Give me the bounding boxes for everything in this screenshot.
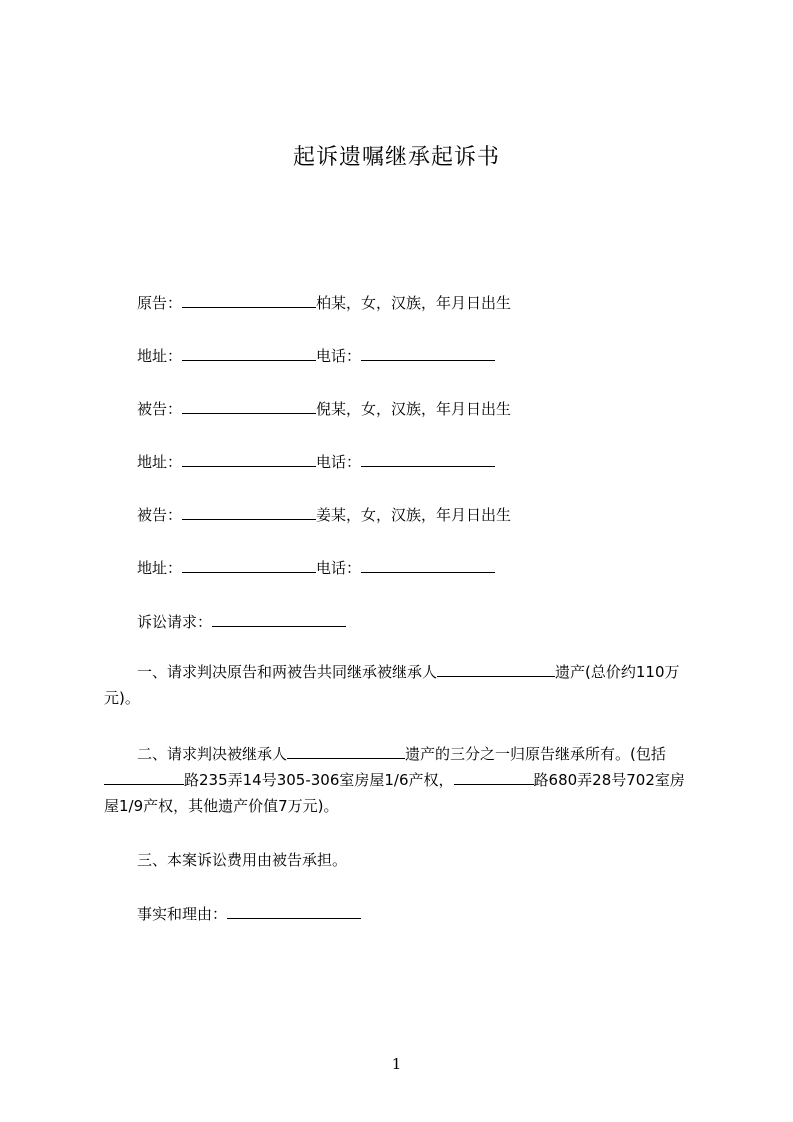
claim-2-blank-3 <box>454 769 534 785</box>
claim-2-text-c: 路235弄14号305-306室房屋1/6产权， <box>184 771 454 789</box>
phone-label: 电话： <box>316 347 362 365</box>
address-label: 地址： <box>137 347 183 365</box>
phone-label: 电话： <box>316 453 362 471</box>
address-label: 地址： <box>137 453 183 471</box>
address-blank <box>182 345 316 361</box>
claim-1 <box>104 659 699 711</box>
phone-blank <box>361 557 495 573</box>
address-blank <box>182 557 316 573</box>
defendant1-line <box>137 398 511 419</box>
page-number: 1 <box>391 1055 402 1073</box>
claim-2-text-b: 遗产的三分之一归原告继承所有。(包括 <box>405 745 666 763</box>
address-blank <box>182 451 316 467</box>
claim-1-text-b: 遗产(总价约110万元)。 <box>104 663 680 707</box>
defendant-info: 姜某，女，汉族，年月日出生 <box>316 506 512 524</box>
defendant2-address-line <box>137 557 495 578</box>
phone-blank <box>361 451 495 467</box>
claim-1-text-a: 一、请求判决原告和两被告共同继承被继承人 <box>137 663 438 681</box>
plaintiff-address-line <box>137 345 495 366</box>
defendant-name-blank <box>182 504 316 520</box>
facts-blank <box>227 903 361 919</box>
phone-label: 电话： <box>316 559 362 577</box>
claim-3: 三、本案诉讼费用由被告承担。 <box>137 851 348 869</box>
claim-2-text-a: 二、请求判决被继承人 <box>137 745 288 763</box>
defendant1-address-line <box>137 451 495 472</box>
defendant-info: 倪某，女，汉族，年月日出生 <box>316 400 512 418</box>
claim-2-text-d: 路680弄28号702室房屋1/9产权，其他遗产价值7万元)。 <box>104 771 685 815</box>
claim-1-blank <box>437 661 555 677</box>
claims-label: 诉讼请求： <box>137 613 213 631</box>
facts-line <box>137 903 361 924</box>
claim-2-blank-2 <box>104 769 184 785</box>
claims-blank <box>212 611 346 627</box>
plaintiff-label: 原告： <box>137 294 183 312</box>
defendant2-line <box>137 504 511 525</box>
defendant-label: 被告： <box>137 400 183 418</box>
claims-line <box>137 611 346 632</box>
facts-label: 事实和理由： <box>137 905 228 923</box>
plaintiff-line <box>137 292 511 313</box>
document-title: 起诉遗嘱继承起诉书 <box>292 145 500 170</box>
plaintiff-name-blank <box>182 292 316 308</box>
claim-2 <box>104 741 699 819</box>
claim-2-blank-1 <box>287 743 405 759</box>
defendant-name-blank <box>182 398 316 414</box>
phone-blank <box>361 345 495 361</box>
address-label: 地址： <box>137 559 183 577</box>
defendant-label: 被告： <box>137 506 183 524</box>
plaintiff-info: 柏某，女，汉族，年月日出生 <box>316 294 512 312</box>
